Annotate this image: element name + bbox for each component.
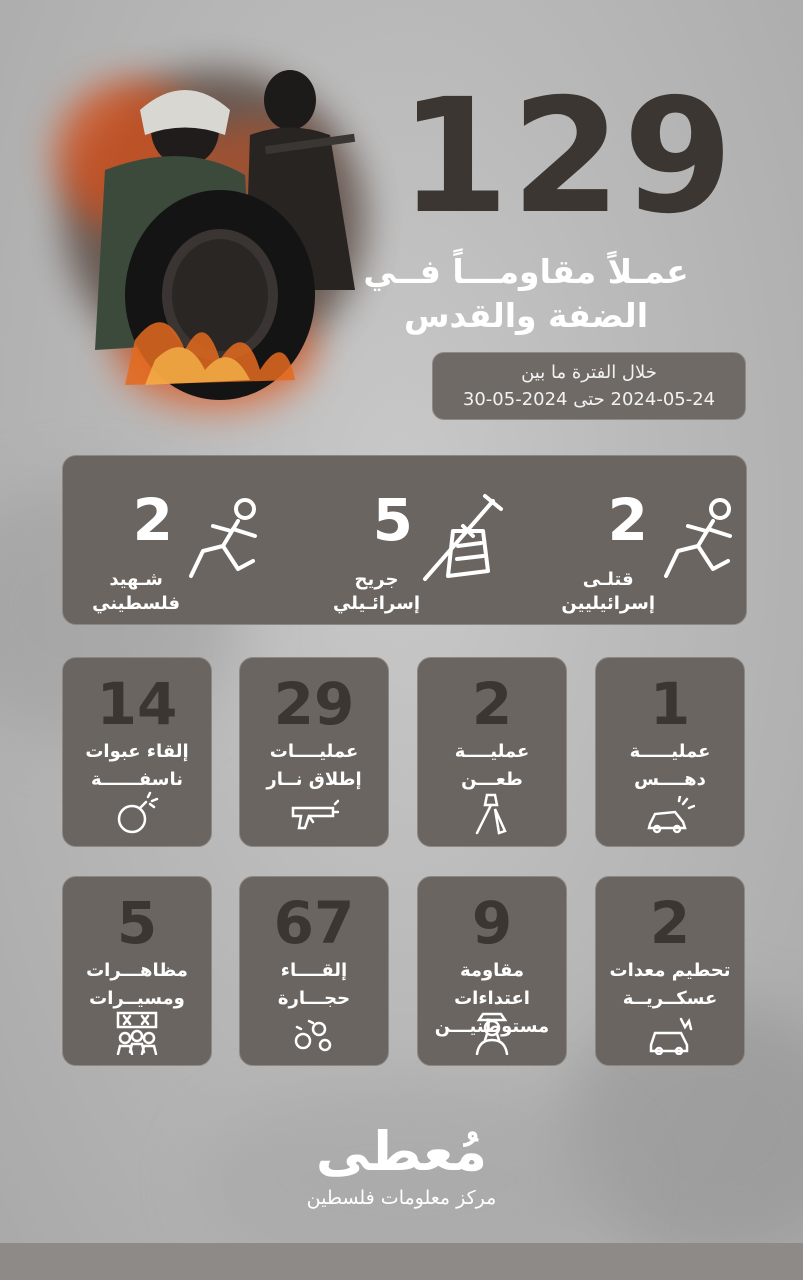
logo-subtitle: مركز معلومات فلسطين [306, 1187, 497, 1209]
card-ramming [595, 657, 745, 847]
bomb-icon [112, 791, 162, 836]
brand-logo [0, 1120, 803, 1209]
card-number: 2 [649, 889, 691, 957]
vehicle-damage-icon [645, 1015, 695, 1055]
card-number: 67 [273, 889, 355, 957]
stat-number: 2 [132, 486, 173, 554]
logo-word: مُعطى [315, 1120, 488, 1183]
knife-stab-icon [467, 791, 517, 836]
card-stones [239, 876, 389, 1066]
stat-label: قتلـى إسرائيليين [561, 569, 655, 614]
card-label: عمليــــات إطلاق نــار [266, 741, 362, 790]
card-label: عمليــــة طعـــن [454, 741, 530, 790]
card-number: 9 [471, 889, 513, 957]
gun-icon [289, 796, 339, 836]
stat-israeli-killed [543, 476, 743, 614]
car-crash-icon [645, 796, 695, 836]
card-explosives [62, 657, 212, 847]
card-number: 1 [649, 670, 691, 738]
card-label: تحطيم معدات عسكــريــة [609, 960, 731, 1009]
headline [361, 250, 691, 338]
headline-line1: عمـلاً مقاومـــاً فــي [363, 252, 689, 291]
card-label: مقاومة اعتداءات مستوطنيـــن [434, 960, 550, 1037]
casualties-panel [62, 455, 747, 625]
card-protests [62, 876, 212, 1066]
card-number: 29 [273, 670, 355, 738]
card-label: إلقاء عبوات ناسفــــــة [85, 741, 189, 790]
card-stabbing [417, 657, 567, 847]
stat-label: شـهيد فلسطيني [92, 569, 180, 614]
card-settlers [417, 876, 567, 1066]
settler-icon [467, 1010, 517, 1055]
card-label: إلقــــاء حجـــارة [277, 960, 351, 1009]
stat-palestinian-martyr [68, 476, 268, 614]
operations-grid [62, 620, 747, 1070]
total-operations-number: 129 [399, 65, 735, 249]
card-label: عمليـــــة دهــــس [629, 741, 711, 790]
period-dates: 2024-05-24 حتى 2024-05-30 [462, 389, 716, 410]
card-number: 2 [471, 670, 513, 738]
card-equipment [595, 876, 745, 1066]
fallen-person-icon [183, 491, 268, 591]
stat-number: 2 [607, 486, 648, 554]
fallen-person-icon [658, 491, 743, 591]
card-number: 14 [96, 670, 178, 738]
stat-label: جريح إسرائـيلي [332, 569, 420, 614]
card-shooting [239, 657, 389, 847]
card-number: 5 [116, 889, 158, 957]
card-label: مظاهـــرات ومسيــرات [86, 960, 188, 1009]
crutch-injury-icon [413, 491, 508, 591]
protest-crowd-icon [112, 1010, 162, 1055]
stat-number: 5 [372, 486, 413, 554]
period-box [432, 352, 746, 420]
period-line1: خلال الفترة ما بين [521, 362, 657, 383]
hero-image [45, 40, 385, 430]
bottom-strip [0, 1243, 803, 1280]
stones-icon [289, 1015, 339, 1055]
headline-line2: الضفة والقدس [403, 296, 649, 335]
stat-israeli-injured [308, 476, 508, 614]
